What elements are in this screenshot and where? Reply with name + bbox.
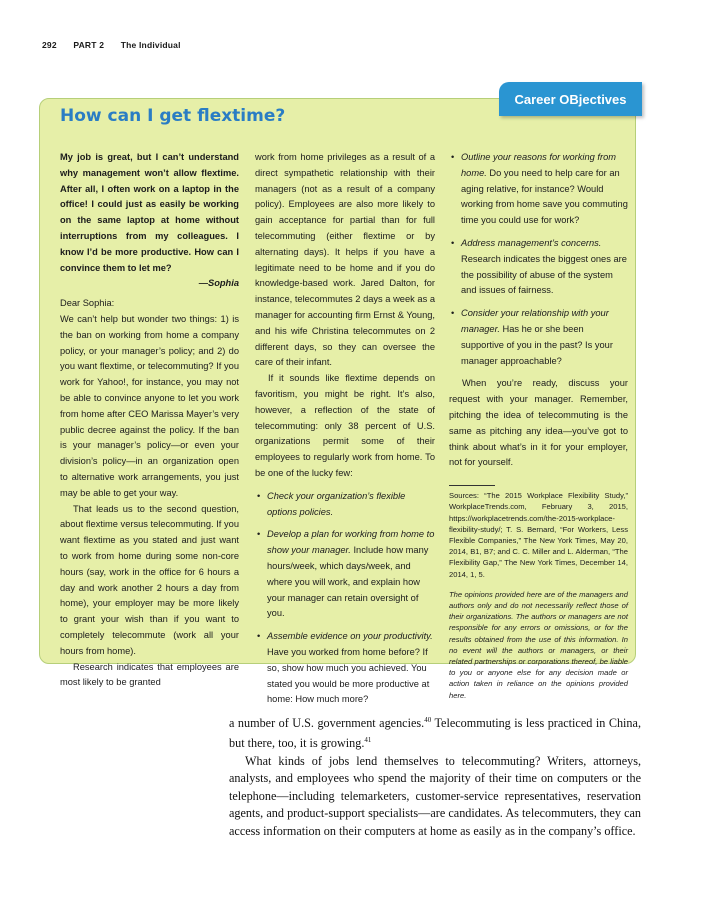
answer-paragraph-3b: work from home privileges as a result of a direct sympathetic relationship with their managers (not as a result of a company policy). Employees are also more likely to gain acceptance for partial than for full telecommuting (either flextime or by alternating days). It helps if you have a legitimate need to be home and if you do knowledge-based work. Jared Dalton, for instance, telecommutes 2 days a week as a manager for accounting firm Ernst & Young, and his wife Christina telecommutes on 2 different days, so they can oversee the care of their infant. — [255, 152, 435, 368]
section-label: The Individual — [120, 40, 181, 50]
disclaimer: The opinions provided here are of the managers and authors only and do not necessarily reflect those of their organizations. The authors or managers are not responsible for any errors or omissions, or for the results obtained from the use of this information. In no event will the authors or managers, or their related partnerships or corporations thereof, be liable to you or anyone else for any decision made or action taken in reliance on the opinions provided here. — [449, 589, 628, 700]
divider — [449, 485, 495, 486]
sources: Sources: “The 2015 Workplace Flexibility Study,” WorkplaceTrends.com, February 3, 2015, https://workplacetrends.com/the-2015-workplace-flexibility-study/; T. S. Bernard, “For Workers, Less Flexible Companies,” The New York Times, May 20, 2014, B1, B7; and C. C. Miller and L. Alderman, “The Flexibility Gap,” The New York Times, December 14, 2014, 1, 5. — [449, 491, 628, 579]
answer-paragraph-2: That leads us to the second question, about flextime versus telecommuting. If you want flextime as you stated and just want to work from home during some non-core hours (say, work in the office for 6 hours a day and work another 2 hours a day from home), your employer may be more likely to grant your wish than if you want to completely telecommute (work all your hours from home). — [60, 503, 239, 656]
list-item: • Address management’s concerns. Research indicates the biggest ones are the possibility of abuse of the system and issues of fairness. — [449, 236, 628, 299]
closing-paragraph: When you’re ready, discuss your request with your manager. Remember, pitching the idea of telecommuting is the same as pitching any idea—you’ve got to think about what’s in it for your employer, not for yourself. — [449, 378, 628, 468]
list-item: • Consider your relationship with your manager. Has he or she been supportive of you in the past? Is your manager approachable? — [449, 306, 628, 369]
tips-list — [255, 489, 435, 708]
answer-paragraph-1: We can’t help but wonder two things: 1) is the ban on working from home a company policy, or your manager’s policy; and 2) do you want flextime, or telecommuting? If you work for Yahoo!, for instance, you may not be able to convince anyone to let you work from home after CEO Marissa Mayer’s very public decree against the policy. If the ban is your manager’s policy—or even your division’s policy—in an organization open to alternative work arrangements, you just may be able to get your way. — [60, 313, 239, 498]
answer-paragraph-3a: Research indicates that employees are most likely to be granted — [60, 661, 239, 688]
body-paragraph-2: What kinds of jobs lend themselves to telecommuting? Writers, attorneys, analysts, and employees who spend the majority of their time on computers or the telephone—including telemarketers, customer-service representatives, reservation agents, and product-support specialists—are candidates. As telecommuters, they can access information on their computers at home as easily as in the company’s office. — [229, 753, 641, 838]
footnote-40: 40 — [424, 716, 432, 724]
column-2 — [255, 150, 435, 715]
tips-list-continued — [449, 150, 628, 369]
part-label: PART 2 — [73, 40, 105, 50]
page-number: 292 — [42, 40, 57, 50]
career-objectives-tab: Career OBjectives — [499, 82, 642, 116]
running-header — [42, 40, 195, 50]
list-item: • Develop a plan for working from home to show your manager. Include how many hours/week, which days/week, and where you will work, and explain how your manager can retain oversight of you. — [255, 527, 435, 622]
footnote-41: 41 — [364, 736, 372, 745]
box-title: How can I get flextime? — [60, 106, 286, 126]
list-item: • Check your organization’s flexible options policies. — [255, 489, 435, 521]
list-item: • Assemble evidence on your productivity. Have you worked from home before? If so, show how much you achieved. You stated you would be more productive at home: How much more? — [255, 629, 435, 708]
column-1 — [60, 150, 239, 691]
main-body-text — [229, 712, 641, 840]
answer-paragraph-4: If it sounds like flextime depends on favoritism, you might be right. It’s also, however, a reflection of the state of telecommuting: only 38 percent of U.S. organizations permit some of their employees to regularly work from home. To be one of the lucky few: — [255, 373, 435, 478]
list-item: • Outline your reasons for working from home. Do you need to help care for an aging relative, for instance? Would working from home save you commuting time you could use for work? — [449, 150, 628, 229]
greeting: Dear Sophia: — [60, 298, 115, 309]
column-3 — [449, 150, 628, 701]
signature: —Sophia — [198, 278, 239, 289]
body-paragraph-1: a number of U.S. government agencies.$^{40}$ Telecommuting is less practiced in China, but there, too, it is growing.$^{41}$ — [229, 716, 641, 751]
reader-question: My job is great, but I can’t understand why management won’t allow flextime. After all, I often work on a laptop in the office! I could just as easily be working on the same laptop at home without interruptions from my colleagues. I know I’d be more productive. How can I convince them to let me? — [60, 152, 239, 273]
